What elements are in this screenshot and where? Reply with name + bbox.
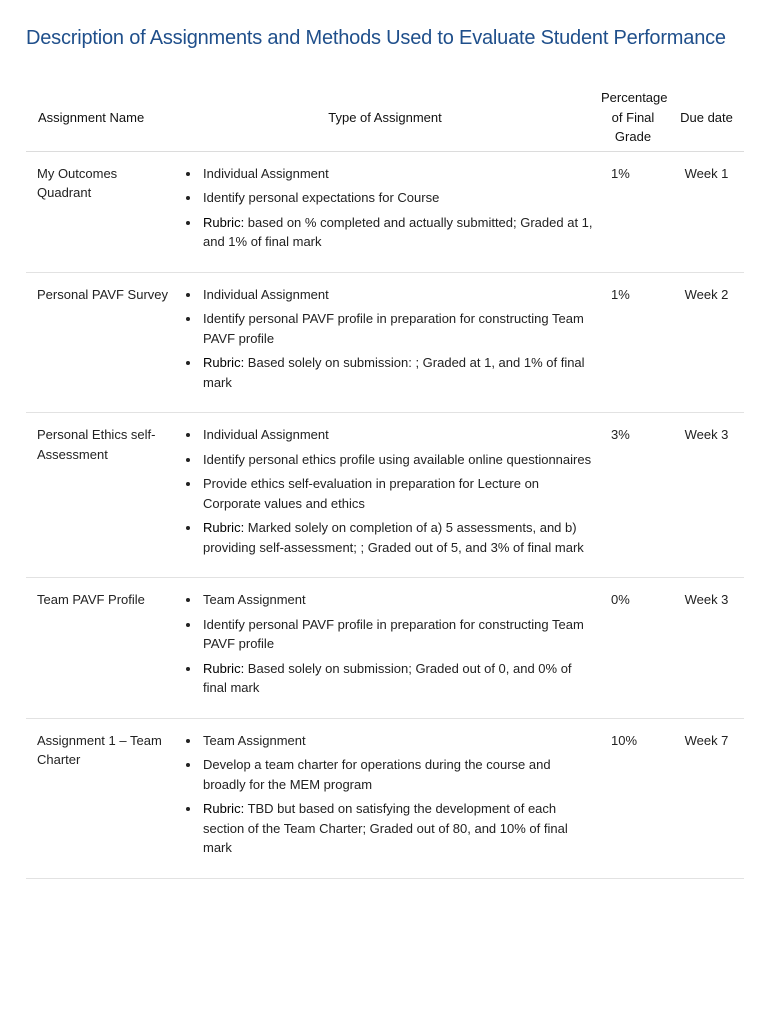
assignment-type-cell (173, 272, 597, 413)
list-item: • Individual Assignment (201, 285, 593, 305)
list-item: • Team Assignment (201, 731, 593, 751)
table-row (26, 578, 744, 719)
table-row (26, 413, 744, 578)
assignment-type-cell (173, 718, 597, 878)
assignment-details-list (177, 590, 593, 698)
header-type-of-assignment: Type of Assignment (173, 88, 597, 151)
assignment-details-list (177, 285, 593, 393)
assignment-type-cell (173, 413, 597, 578)
rubric-text: TBD but based on satisfying the development of each section of the Team Charter; Graded out of 80, and 10% of final mark (203, 801, 568, 855)
assignment-name-cell: Personal Ethics self-Assessment (26, 413, 173, 578)
list-item: • Individual Assignment (201, 425, 593, 445)
list-item: • Identify personal PAVF profile in preparation for constructing Team PAVF profile (201, 615, 593, 654)
assignments-table (26, 88, 744, 879)
rubric-text: based on % completed and actually submitted; Graded at 1, and 1% of final mark (203, 214, 593, 249)
assignment-name-cell: Personal PAVF Survey (26, 272, 173, 413)
table-header-row (26, 88, 744, 151)
rubric-label: Rubric: (203, 660, 245, 676)
header-assignment-name: Assignment Name (26, 88, 173, 151)
rubric-item (201, 213, 593, 252)
table-row (26, 151, 744, 272)
percentage-cell: 1% (597, 151, 669, 272)
header-percentage: Percentage of Final Grade (597, 88, 669, 151)
assignment-name-cell: Team PAVF Profile (26, 578, 173, 719)
rubric-item (201, 799, 593, 858)
list-item: • Team Assignment (201, 590, 593, 610)
page-title: Description of Assignments and Methods Used to Evaluate Student Performance (26, 27, 726, 49)
list-item: • Identify personal ethics profile using available online questionnaires (201, 450, 593, 470)
rubric-label: Rubric: (203, 520, 245, 535)
list-item: • Identify personal PAVF profile in preparation for constructing Team PAVF profile (201, 309, 593, 348)
list-item: • Provide ethics self-evaluation in preparation for Lecture on Corporate values and ethics (201, 474, 593, 513)
rubric-label: Rubric: (203, 214, 245, 230)
assignment-type-cell (173, 578, 597, 719)
rubric-label: Rubric: (203, 801, 245, 816)
assignment-details-list (177, 164, 593, 252)
rubric-item (201, 353, 593, 392)
due-date-cell: Week 2 (669, 272, 744, 413)
assignment-details-list (177, 425, 593, 557)
rubric-text: Marked solely on completion of a) 5 assessments, and b) providing self-assessment; ; Graded out of 5, and 3% of final mark (203, 520, 584, 555)
list-item: • Develop a team charter for operations during the course and broadly for the MEM program (201, 755, 593, 794)
rubric-item (201, 659, 593, 698)
list-item: • Individual Assignment (201, 164, 593, 184)
percentage-cell: 3% (597, 413, 669, 578)
percentage-cell: 1% (597, 272, 669, 413)
due-date-cell: Week 1 (669, 151, 744, 272)
assignment-details-list (177, 731, 593, 858)
list-item: • Identify personal expectations for Course (201, 188, 593, 208)
table-body (26, 151, 744, 878)
assignment-type-cell (173, 151, 597, 272)
percentage-cell: 0% (597, 578, 669, 719)
table-row (26, 718, 744, 878)
percentage-cell: 10% (597, 718, 669, 878)
header-due-date: Due date (669, 88, 744, 151)
due-date-cell: Week 3 (669, 578, 744, 719)
assignment-name-cell: Assignment 1 – Team Charter (26, 718, 173, 878)
rubric-item (201, 518, 593, 557)
rubric-text: Based solely on submission; Graded out of 0, and 0% of final mark (203, 660, 572, 695)
table-row (26, 272, 744, 413)
assignment-name-cell: My Outcomes Quadrant (26, 151, 173, 272)
rubric-text: Based solely on submission: ; Graded at 1, and 1% of final mark (203, 355, 585, 390)
due-date-cell: Week 3 (669, 413, 744, 578)
due-date-cell: Week 7 (669, 718, 744, 878)
rubric-label: Rubric: (203, 355, 245, 370)
